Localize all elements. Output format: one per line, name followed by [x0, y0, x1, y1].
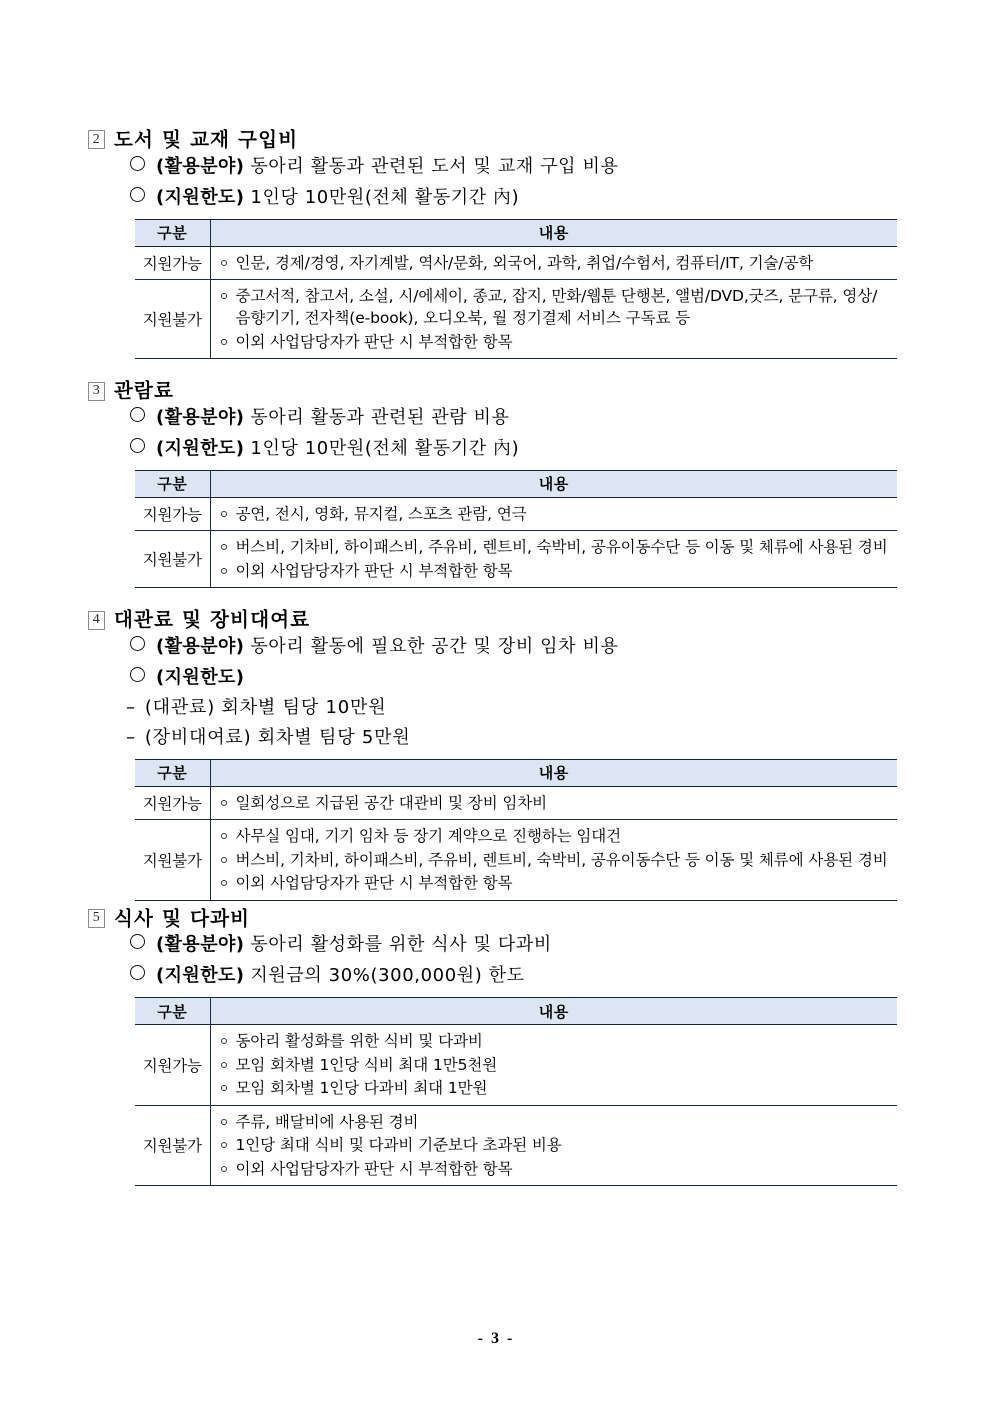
bullet-support-limit [88, 439, 900, 458]
table-header-category: 구분 [135, 470, 210, 497]
bullet-label: (지원한도) [156, 965, 245, 987]
row-category-label: 지원불가 [135, 531, 210, 588]
document-content [88, 130, 900, 1186]
circle-bullet-icon [130, 407, 145, 422]
support-table [135, 759, 897, 901]
section-4 [88, 610, 900, 900]
bullet-text: 지원금의 30%(300,000원) 한도 [250, 965, 525, 987]
spacer [88, 359, 900, 381]
support-table [135, 219, 897, 360]
row-category-label: 지원불가 [135, 279, 210, 358]
dash-text: (장비대여료) 회차별 팀당 5만원 [144, 726, 411, 748]
bullet-label: (활용분야) [156, 406, 245, 428]
bullet-label: (활용분야) [156, 155, 245, 177]
section-title: 관람료 [114, 379, 175, 403]
spacer [88, 588, 900, 610]
bullet-support-limit [88, 668, 900, 687]
row-content [210, 279, 897, 358]
list-item: 일회성으로 지급된 공간 대관비 및 장비 임차비 [219, 792, 892, 814]
content-list [219, 252, 892, 274]
section-heading [88, 130, 900, 150]
row-category-label: 지원가능 [135, 786, 210, 819]
table-header-row [135, 470, 897, 497]
table-row-denied [135, 820, 897, 900]
bullet-usage-scope [88, 408, 900, 427]
section-number-box: 3 [88, 382, 105, 401]
row-content [210, 246, 897, 279]
list-item: 버스비, 기차비, 하이패스비, 주유비, 렌트비, 숙박비, 공유이동수단 등 이동 및 체류에 사용된 경비 [219, 849, 892, 871]
bullet-support-limit [88, 188, 900, 207]
table-header-content: 내용 [210, 470, 897, 497]
list-item: 버스비, 기차비, 하이패스비, 주유비, 렌트비, 숙박비, 공유이동수단 등 이동 및 체류에 사용된 경비 [219, 536, 892, 558]
row-category-label: 지원불가 [135, 820, 210, 900]
list-item: 이외 사업담당자가 판단 시 부적합한 항목 [219, 872, 892, 894]
dash-item-venue-fee [88, 696, 900, 718]
table-header-category: 구분 [135, 219, 210, 246]
table-header-content: 내용 [210, 998, 897, 1025]
table-row-allowed [135, 1025, 897, 1105]
row-category-label: 지원가능 [135, 246, 210, 279]
bullet-support-limit [88, 966, 900, 985]
table-row-denied [135, 531, 897, 588]
table-row-denied [135, 279, 897, 358]
circle-bullet-icon [130, 667, 145, 682]
table-row-allowed [135, 786, 897, 819]
list-item: 동아리 활성화를 위한 식비 및 다과비 [219, 1030, 892, 1052]
circle-bullet-icon [130, 934, 145, 949]
circle-bullet-icon [130, 156, 145, 171]
list-item: 모임 회차별 1인당 식비 최대 1만5천원 [219, 1054, 892, 1076]
table-header-content: 내용 [210, 219, 897, 246]
bullet-label: (활용분야) [156, 635, 245, 657]
content-list [219, 1030, 892, 1099]
bullet-label: (활용분야) [156, 934, 245, 956]
section-heading [88, 381, 900, 401]
bullet-label: (지원한도) [156, 186, 245, 208]
support-table [135, 470, 897, 588]
bullet-usage-scope [88, 935, 900, 954]
bullet-label: (지원한도) [156, 437, 245, 459]
row-content [210, 786, 897, 819]
table-header-row [135, 998, 897, 1025]
section-number-box: 4 [88, 611, 105, 630]
row-content [210, 820, 897, 900]
bullet-text: 1인당 10만원(전체 활동기간 內) [250, 437, 520, 459]
list-item: 사무실 임대, 기기 임차 등 장기 계약으로 진행하는 임대건 [219, 825, 892, 847]
bullet-text: 동아리 활성화를 위한 식사 및 다과비 [250, 934, 552, 956]
row-content [210, 531, 897, 588]
row-category-label: 지원불가 [135, 1105, 210, 1185]
page-number: - 3 - [477, 1330, 515, 1347]
content-list [219, 536, 892, 582]
row-content [210, 1025, 897, 1105]
circle-bullet-icon [130, 965, 145, 980]
circle-bullet-icon [130, 438, 145, 453]
bullet-text: 동아리 활동에 필요한 공간 및 장비 임차 비용 [250, 635, 619, 657]
row-category-label: 지원가능 [135, 497, 210, 530]
table-header-content: 내용 [210, 759, 897, 786]
table-header-category: 구분 [135, 998, 210, 1025]
list-item: 이외 사업담당자가 판단 시 부적합한 항목 [219, 560, 892, 582]
content-list [219, 792, 892, 814]
content-list [219, 825, 892, 894]
dash-bullet-icon: – [126, 726, 136, 748]
list-item: 주류, 배달비에 사용된 경비 [219, 1111, 892, 1133]
section-heading [88, 610, 900, 630]
table-header-row [135, 759, 897, 786]
support-table [135, 997, 897, 1186]
section-title: 식사 및 다과비 [114, 906, 251, 930]
list-item: 중고서적, 참고서, 소설, 시/에세이, 종교, 잡지, 만화/웹툰 단행본, 앨범/DVD,굿즈, 문구류, 영상/음향기기, 전자책(e-book), 오디오북, 월 정기결제 서비스 구독료 등 [219, 285, 892, 330]
list-item: 이외 사업담당자가 판단 시 부적합한 항목 [219, 331, 892, 353]
row-content [210, 1105, 897, 1185]
section-heading [88, 906, 900, 930]
dash-text: (대관료) 회차별 팀당 10만원 [144, 696, 387, 718]
bullet-usage-scope [88, 637, 900, 656]
table-row-allowed [135, 497, 897, 530]
bullet-text: 동아리 활동과 관련된 도서 및 교재 구입 비용 [250, 155, 619, 177]
section-number-box: 2 [88, 130, 105, 149]
list-item: 인문, 경제/경영, 자기계발, 역사/문화, 외국어, 과학, 취업/수험서, 컴퓨터/IT, 기술/공학 [219, 252, 892, 274]
section-number-box: 5 [88, 909, 105, 928]
content-list [219, 503, 892, 525]
bullet-text: 동아리 활동과 관련된 관람 비용 [250, 406, 510, 428]
list-item: 이외 사업담당자가 판단 시 부적합한 항목 [219, 1158, 892, 1180]
table-row-denied [135, 1105, 897, 1185]
row-content [210, 497, 897, 530]
table-header-category: 구분 [135, 759, 210, 786]
section-title: 대관료 및 장비대여료 [114, 608, 311, 632]
circle-bullet-icon [130, 636, 145, 651]
section-3 [88, 381, 900, 588]
dash-item-equipment-rental [88, 726, 900, 748]
circle-bullet-icon [130, 187, 145, 202]
table-header-row [135, 219, 897, 246]
list-item: 1인당 최대 식비 및 다과비 기준보다 초과된 비용 [219, 1134, 892, 1156]
list-item: 공연, 전시, 영화, 뮤지컬, 스포츠 관람, 연극 [219, 503, 892, 525]
section-5 [88, 906, 900, 1186]
section-title: 도서 및 교재 구입비 [114, 128, 299, 151]
bullet-label: (지원한도) [156, 666, 245, 688]
section-2 [88, 130, 900, 359]
dash-bullet-icon: – [126, 696, 136, 718]
list-item: 모임 회차별 1인당 다과비 최대 1만원 [219, 1077, 892, 1099]
content-list [219, 1111, 892, 1180]
bullet-text: 1인당 10만원(전체 활동기간 內) [250, 186, 520, 208]
row-category-label: 지원가능 [135, 1025, 210, 1105]
content-list [219, 285, 892, 353]
table-row-allowed [135, 246, 897, 279]
bullet-usage-scope [88, 157, 900, 176]
